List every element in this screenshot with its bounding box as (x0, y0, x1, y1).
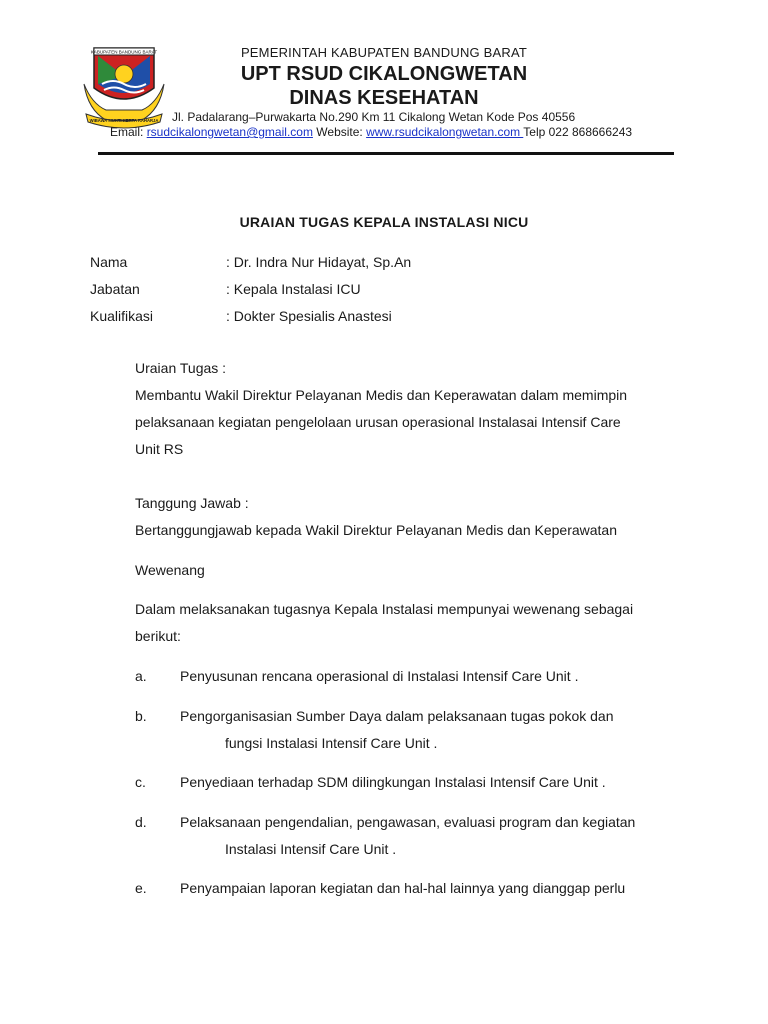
uraian-line: Unit RS (135, 441, 184, 457)
identity-label: Kualifikasi (90, 308, 154, 324)
list-item-text: Penyediaan terhadap SDM dilingkungan Instalasi Intensif Care Unit . (180, 774, 606, 790)
list-item-text: Penyusunan rencana operasional di Instalasi Intensif Care Unit . (180, 668, 579, 684)
letterhead-divider (98, 152, 674, 155)
document-title: URAIAN TUGAS KEPALA INSTALASI NICU (239, 214, 529, 230)
wewenang-line: berikut: (135, 628, 181, 644)
list-marker: b. (135, 708, 147, 724)
uraian-line: pelaksanaan kegiatan pengelolaan urusan operasional Instalasai Intensif Care (135, 414, 621, 430)
contact-line (110, 125, 632, 139)
list-marker: a. (135, 668, 147, 684)
email-label: Email: (110, 125, 147, 139)
department-name: DINAS KESEHATAN (289, 87, 479, 109)
logo-text-top: KABUPATEN BANDUNG BARAT (90, 49, 158, 55)
tanggung-jawab-text: Bertanggungjawab kepada Wakil Direktur Pelayanan Medis dan Keperawatan (135, 522, 617, 538)
wewenang-line: Dalam melaksanakan tugasnya Kepala Instalasi mempunyai wewenang sebagai (135, 601, 634, 617)
website-label: Website: (312, 125, 367, 139)
list-marker: d. (135, 814, 147, 830)
website-link[interactable]: www.rsudcikalongwetan.com (366, 125, 524, 139)
government-name: PEMERINTAH KABUPATEN BANDUNG BARAT (240, 45, 528, 60)
tanggung-jawab-heading: Tanggung Jawab : (135, 495, 249, 511)
identity-value: : Kepala Instalasi ICU (226, 281, 361, 297)
list-item-continuation: fungsi Instalasi Intensif Care Unit . (225, 735, 438, 751)
wewenang-heading: Wewenang (135, 562, 205, 578)
phone-number: Telp 022 868666243 (523, 125, 633, 139)
list-marker: c. (135, 774, 146, 790)
list-item-continuation: Instalasi Intensif Care Unit . (225, 841, 397, 857)
identity-label: Nama (90, 254, 128, 270)
identity-value: : Dokter Spesialis Anastesi (226, 308, 392, 324)
logo-text-bottom: WIBAWA MUKTI KERTA RAHARJA (89, 118, 159, 123)
email-link[interactable]: rsudcikalongwetan@gmail.com (146, 125, 313, 139)
institution-address: Jl. Padalarang–Purwakarta No.290 Km 11 Cikalong Wetan Kode Pos 40556 (172, 110, 576, 124)
uraian-heading: Uraian Tugas : (135, 360, 227, 376)
institution-name: UPT RSUD CIKALONGWETAN (240, 63, 528, 85)
uraian-line: Membantu Wakil Direktur Pelayanan Medis dan Keperawatan dalam memimpin (135, 387, 628, 403)
identity-label: Jabatan (90, 281, 140, 297)
list-item-text: Penyampaian laporan kegiatan dan hal-hal lainnya yang dianggap perlu (180, 880, 626, 896)
list-marker: e. (135, 880, 147, 896)
list-item-text: Pelaksanaan pengendalian, pengawasan, evaluasi program dan kegiatan (180, 814, 636, 830)
list-item-text: Pengorganisasian Sumber Daya dalam pelaksanaan tugas pokok dan (180, 708, 614, 724)
identity-value: : Dr. Indra Nur Hidayat, Sp.An (226, 254, 412, 270)
